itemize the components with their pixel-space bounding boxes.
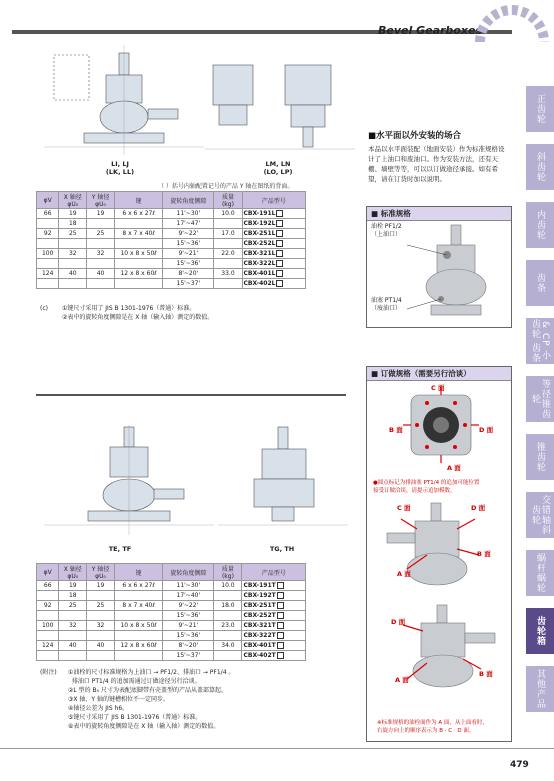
tab-8[interactable]: 蜗杆蜗轮 (526, 550, 554, 598)
face-label-d: D 面 (479, 426, 494, 434)
top-table-cell (59, 279, 87, 289)
top-table-cell: 15'~37' (163, 279, 214, 289)
bottom-table-cell (87, 651, 115, 661)
bottom-table-cell (114, 611, 162, 621)
top-table-row (37, 209, 306, 219)
bottom-table-cell (87, 591, 115, 601)
bottom-table-cell (242, 641, 306, 651)
custom-note-face-order: ※标准规格的油栓面作为 A 面，从上面看时， 右旋方向上的顺序表示为 B · C · D 面。 (377, 720, 488, 734)
top-table-cell: 8'~20' (163, 269, 214, 279)
face2-label-b: B 面 (477, 550, 491, 558)
checkbox-icon (277, 642, 284, 649)
bottom-table-cell (37, 651, 59, 661)
top-table-cell (242, 239, 305, 249)
bottom-note-3: ③X 轴、Y 轴的键槽相位不一定同步。 (68, 696, 169, 703)
top-table-cell: 8 x 7 x 40ℓ (114, 229, 162, 239)
top-table-model-text: CBX-252L (243, 240, 276, 247)
top-table-row (37, 229, 306, 239)
top-table-cell (242, 249, 305, 259)
tab-6[interactable]: 锥齿轮 (526, 434, 554, 482)
top-notes (40, 304, 320, 321)
custom-spec-title: ■ 订做规格（需要另行洽谈） (367, 367, 511, 381)
top-table-cell (242, 209, 305, 219)
top-table-header-2: Y 轴径 φU₀ (87, 192, 115, 209)
top-table-cell: 19 (87, 209, 115, 219)
std-label-drain-plug: 油塞 PT1/4 （废油口） (371, 297, 402, 312)
bottom-table-cell (242, 651, 306, 661)
checkbox-icon (277, 622, 284, 629)
tab-7[interactable]: 交错轴斜齿轮 (526, 492, 554, 540)
gear-icon (470, 0, 554, 42)
top-table-cell (87, 259, 115, 269)
section-divider (36, 394, 346, 396)
top-table-row (37, 259, 306, 269)
top-table-cell: 6 x 6 x 27ℓ (114, 209, 162, 219)
bottom-spec-table (36, 563, 306, 661)
top-table-model-text: CBX-251L (243, 230, 276, 237)
bottom-table-cell (59, 631, 87, 641)
top-table-cell: 124 (37, 269, 59, 279)
top-table-cell (37, 259, 59, 269)
top-table-row (37, 269, 306, 279)
bottom-table-model-text: CBX-322T (243, 632, 276, 639)
bottom-drawing-left (44, 425, 214, 535)
top-table-cell (214, 219, 242, 229)
bottom-table-header-1: X 轴径 φU₀ (59, 564, 87, 581)
bottom-table-cell: 9'~22' (163, 601, 214, 611)
checkbox-icon (277, 632, 284, 639)
top-table-cell: 17'~47' (163, 219, 214, 229)
bottom-notes (40, 668, 340, 730)
page-header (0, 0, 554, 42)
bottom-notes-label: (附注) (40, 669, 57, 676)
bottom-table-cell: 11'~30' (163, 581, 214, 591)
top-spec-table (36, 191, 306, 289)
tab-10[interactable]: 其他产品 (526, 666, 554, 714)
bottom-table-header-4: 旋转角度侧隙 (163, 564, 214, 581)
bottom-note-4: ④轴径公差为 JIS h6。 (68, 705, 129, 712)
top-caption-left: LI, LJ (LK, LL) (105, 160, 135, 176)
bottom-drawing-right (218, 425, 348, 535)
bottom-table-cell (114, 651, 162, 661)
bottom-table-cell: 17'~40' (163, 591, 214, 601)
bottom-table-model-text: CBX-402T (243, 652, 276, 659)
bottom-table-model-text: CBX-191T (243, 582, 276, 589)
bottom-table-cell (242, 591, 306, 601)
bottom-note-1: 排油口 PT1/4 的追加需通过订做途径另行洽谈。 (68, 678, 201, 685)
bottom-table-model-text: CBX-251T (243, 602, 276, 609)
bottom-table-cell: 19 (87, 581, 115, 591)
install-title: ■水平面以外安装的场合 (368, 131, 462, 141)
checkbox-icon (276, 280, 283, 287)
top-table-cell: 19 (59, 209, 87, 219)
bottom-note-0: ①油栓的尺寸标准规格为上油口 → PF1/2、排油口 → PF1/4 。 (68, 669, 235, 676)
bottom-table-cell: 8'~20' (163, 641, 214, 651)
top-table-cell (242, 269, 305, 279)
bottom-table-cell: 66 (37, 581, 59, 591)
header-title: Bevel Gearboxes (378, 24, 482, 37)
top-bracket-note: （ ）括号内轴配置记号的产品 Y 轴在图纸的背面。 (158, 183, 294, 190)
checkbox-icon (276, 270, 283, 277)
top-table-cell (87, 219, 115, 229)
face2-label-d2: D 面 (391, 618, 406, 626)
std-label-oil-plug-top: 油栓 PF1/2 （上油口） (371, 223, 402, 238)
bottom-table-cell (242, 611, 306, 621)
top-table-model-text: CBX-192L (243, 220, 276, 227)
bottom-table-header-0: φV (37, 564, 59, 581)
top-table-cell: 22.0 (214, 249, 242, 259)
bottom-table-cell: 100 (37, 621, 59, 631)
bottom-table-header-3: 键 (114, 564, 162, 581)
bottom-caption-left: TE, TF (108, 545, 132, 553)
page-number: 479 (510, 760, 529, 770)
top-table-cell: 100 (37, 249, 59, 259)
top-table-cell (242, 259, 305, 269)
bottom-table-cell (59, 651, 87, 661)
top-table-row (37, 219, 306, 229)
install-body: 本品以水平面装配（地面安装）作为标准规格设计了上油口和废油口。作为安装方法，还有天棚、墙壁等等，可以以订做途径承接。如有希望，请在订货时加以说明。 (368, 145, 505, 183)
top-table-cell (242, 219, 305, 229)
top-table-cell (214, 239, 242, 249)
bottom-table-header-5: 质量 (kg) (214, 564, 242, 581)
bottom-table-cell: 124 (37, 641, 59, 651)
checkbox-icon (276, 260, 283, 267)
tab-5[interactable]: 等径锥齿轮 (526, 376, 554, 424)
bottom-table-cell (242, 631, 306, 641)
top-table-cell: 15'~36' (163, 239, 214, 249)
top-table-header-5: 质量 (kg) (214, 192, 242, 209)
bottom-table-cell: 32 (87, 621, 115, 631)
bottom-table-cell: 25 (87, 601, 115, 611)
top-table-cell (37, 219, 59, 229)
bottom-table-row (37, 611, 306, 621)
face2-label-a2: A 面 (395, 676, 409, 684)
top-table-cell: 92 (37, 229, 59, 239)
top-notes-label: (c) (40, 305, 48, 312)
top-table-cell (242, 279, 305, 289)
top-table-cell (87, 239, 115, 249)
bottom-table-row (37, 581, 306, 591)
custom-spec-panel (366, 366, 512, 742)
top-table-cell (114, 219, 162, 229)
top-drawing-right (205, 45, 355, 155)
bottom-table-cell: 15'~36' (163, 611, 214, 621)
bottom-caption-right: TG, TH (269, 545, 295, 553)
top-table-header-3: 键 (114, 192, 162, 209)
bottom-table-cell: 15'~36' (163, 631, 214, 641)
top-table-cell: 12 x 8 x 60ℓ (114, 269, 162, 279)
face2-label-a: A 面 (397, 570, 411, 578)
top-table-model-text: CBX-191L (243, 210, 276, 217)
bottom-table-cell (114, 631, 162, 641)
checkbox-icon (277, 612, 284, 619)
top-drawing-left (44, 45, 204, 155)
checkbox-icon (277, 582, 284, 589)
top-table-cell: 9'~21' (163, 249, 214, 259)
top-table-cell: 17.0 (214, 229, 242, 239)
top-caption-right: LM, LN (LO, LP) (263, 160, 293, 176)
top-note-1: ②表中的旋转角度侧隙是在 X 轴（输入轴）测定的数值。 (62, 314, 214, 321)
tab-3[interactable]: 齿条 (526, 260, 554, 308)
top-table-row (37, 249, 306, 259)
bottom-note-5: ⑤键尺寸采用了 JIS B 1301-1976（普通）标准。 (68, 714, 202, 721)
bottom-table-cell: 9'~21' (163, 621, 214, 631)
top-table-model-text: CBX-321L (243, 250, 276, 257)
tab-0[interactable]: 正齿轮 (526, 86, 554, 134)
bottom-note-6: ⑥表中的旋转角度侧隙是在 X 轴（输入轴）测定的数值。 (68, 723, 220, 730)
face2-label-c: C 面 (397, 504, 411, 512)
checkbox-icon (276, 230, 283, 237)
bottom-table-cell: 19 (59, 581, 87, 591)
bottom-table-cell: 10 x 8 x 50ℓ (114, 621, 162, 631)
footer-rule (0, 748, 554, 749)
top-table-cell (37, 279, 59, 289)
custom-note-dot-marks: ●圆点标记为排油塞 PT1/4 的追加可能位置 接受订做洽谈，请提示追加模数。 (373, 480, 480, 494)
top-table-cell: 40 (87, 269, 115, 279)
bottom-table-row (37, 591, 306, 601)
bottom-table-cell: 10.0 (214, 581, 242, 591)
top-table-cell (87, 279, 115, 289)
checkbox-icon (276, 240, 283, 247)
bottom-table-cell (214, 631, 242, 641)
tab-2[interactable]: 内齿轮 (526, 202, 554, 250)
top-table-model-text: CBX-401L (243, 270, 276, 277)
top-table-cell (37, 239, 59, 249)
bottom-table-row (37, 641, 306, 651)
bottom-table-row (37, 631, 306, 641)
top-table-cell: 25 (87, 229, 115, 239)
bottom-table-cell (59, 611, 87, 621)
bottom-table-cell: 6 x 6 x 27ℓ (114, 581, 162, 591)
top-table-cell: 32 (59, 249, 87, 259)
bottom-table-cell (242, 601, 306, 611)
bottom-table-row (37, 651, 306, 661)
tab-4[interactable]: & CP 小齿轮 齿条 (526, 318, 554, 366)
top-table-cell (114, 259, 162, 269)
bottom-table-cell (242, 621, 306, 631)
checkbox-icon (277, 592, 284, 599)
top-table-cell: 10.0 (214, 209, 242, 219)
face-label-c: C 面 (431, 384, 445, 392)
top-table-cell: 18 (59, 219, 87, 229)
bottom-table-cell: 18 (59, 591, 87, 601)
bottom-table-cell: 32 (59, 621, 87, 631)
bottom-table-header-6: 产品型号 (242, 564, 306, 581)
bottom-table-cell: 8 x 7 x 40ℓ (114, 601, 162, 611)
bottom-note-2: ②L 型的 B₅ 尺寸为表配底脚带有壳盖型的产品从盖部算起。 (68, 687, 227, 694)
bottom-table-cell: 25 (59, 601, 87, 611)
top-note-0: ①键尺寸采用了 JIS B 1301-1976（普通）标准。 (62, 305, 196, 312)
top-table-row (37, 279, 306, 289)
bottom-table-model-text: CBX-401T (243, 642, 276, 649)
top-table-header-4: 旋转角度侧隙 (163, 192, 214, 209)
top-table-cell: 11'~30' (163, 209, 214, 219)
top-table-cell (59, 239, 87, 249)
bottom-table-cell (242, 581, 306, 591)
bottom-table-cell: 23.0 (214, 621, 242, 631)
top-table-cell (242, 229, 305, 239)
standard-spec-panel (366, 206, 512, 328)
bottom-table-cell: 15'~37' (163, 651, 214, 661)
bottom-table-cell (37, 611, 59, 621)
bottom-table-model-text: CBX-321T (243, 622, 276, 629)
standard-spec-title: ■ 标准规格 (367, 207, 511, 221)
top-table-header-0: φV (37, 192, 59, 209)
top-table-cell: 32 (87, 249, 115, 259)
top-table-header-6: 产品型号 (242, 192, 305, 209)
checkbox-icon (277, 602, 284, 609)
face-label-b: B 面 (389, 426, 403, 434)
bottom-table-header-2: Y 轴径 φU₀ (87, 564, 115, 581)
top-table-cell: 25 (59, 229, 87, 239)
bottom-table-cell (37, 631, 59, 641)
top-table-cell (214, 279, 242, 289)
bottom-table-cell (114, 591, 162, 601)
bottom-table-cell (214, 651, 242, 661)
top-table-model-text: CBX-402L (243, 280, 276, 287)
top-table-model-text: CBX-322L (243, 260, 276, 267)
bottom-table-cell (214, 591, 242, 601)
top-table-cell (114, 279, 162, 289)
checkbox-icon (276, 210, 283, 217)
bottom-table-cell: 40 (87, 641, 115, 651)
bottom-table-model-text: CBX-252T (243, 612, 276, 619)
top-table-cell: 10 x 8 x 50ℓ (114, 249, 162, 259)
checkbox-icon (276, 220, 283, 227)
top-table-cell (214, 259, 242, 269)
top-table-cell: 40 (59, 269, 87, 279)
checkbox-icon (277, 652, 284, 659)
top-table-row (37, 239, 306, 249)
bottom-table-cell (87, 631, 115, 641)
bottom-table-row (37, 621, 306, 631)
top-table-cell: 66 (37, 209, 59, 219)
face2-label-d: D 面 (471, 504, 486, 512)
bottom-table-cell: 40 (59, 641, 87, 651)
bottom-table-cell: 12 x 8 x 60ℓ (114, 641, 162, 651)
bottom-table-cell: 18.0 (214, 601, 242, 611)
face-label-a: A 面 (447, 464, 461, 472)
top-table-cell: 9'~22' (163, 229, 214, 239)
bottom-table-model-text: CBX-192T (243, 592, 276, 599)
bottom-table-cell (37, 591, 59, 601)
top-table-cell (114, 239, 162, 249)
tab-1[interactable]: 斜齿轮 (526, 144, 554, 192)
top-table-header-1: X 轴径 φU₀ (59, 192, 87, 209)
face2-label-b2: B 面 (479, 670, 493, 678)
bottom-table-cell: 92 (37, 601, 59, 611)
bottom-table-row (37, 601, 306, 611)
top-table-cell: 15'~36' (163, 259, 214, 269)
tab-9[interactable]: 齿轮箱 (526, 608, 554, 656)
checkbox-icon (276, 250, 283, 257)
top-table-cell: 33.0 (214, 269, 242, 279)
bottom-table-cell (87, 611, 115, 621)
bottom-table-cell: 34.0 (214, 641, 242, 651)
bottom-table-cell (214, 611, 242, 621)
custom-side-view-photo-2 (367, 603, 511, 707)
top-table-cell (59, 259, 87, 269)
